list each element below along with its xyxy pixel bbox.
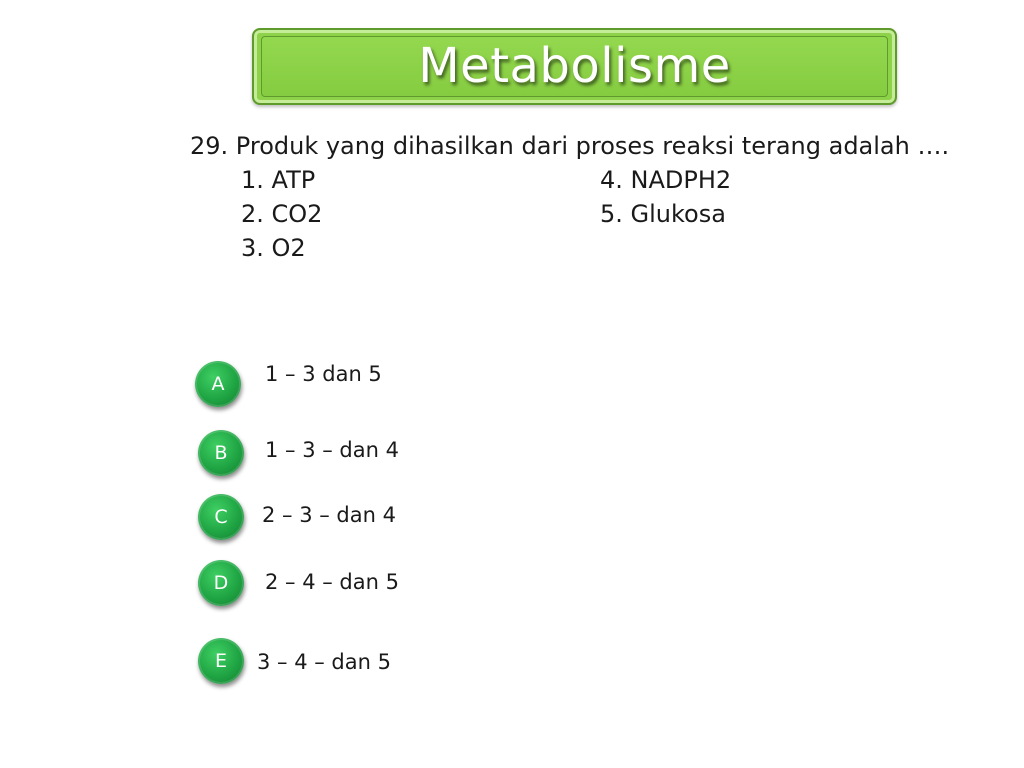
answer-e-text[interactable]: 3 – 4 – dan 5 xyxy=(257,650,391,674)
answer-e-button[interactable]: E xyxy=(198,638,244,684)
answer-c-button[interactable]: C xyxy=(198,494,244,540)
title-banner xyxy=(252,28,897,105)
slide-title: Metabolisme xyxy=(418,38,731,94)
answer-a-button[interactable]: A xyxy=(195,361,241,407)
option-item-2: 2. CO2 xyxy=(241,200,323,228)
option-item-4: 4. NADPH2 xyxy=(600,166,732,194)
answer-b-text[interactable]: 1 – 3 – dan 4 xyxy=(265,438,399,462)
answer-c-text[interactable]: 2 – 3 – dan 4 xyxy=(262,503,396,527)
option-item-5: 5. Glukosa xyxy=(600,200,726,228)
answer-b-button[interactable]: B xyxy=(198,430,244,476)
answer-d-button[interactable]: D xyxy=(198,560,244,606)
question-text: 29. Produk yang dihasilkan dari proses reaksi terang adalah …. xyxy=(190,132,950,160)
option-item-1: 1. ATP xyxy=(241,166,316,194)
answer-d-text[interactable]: 2 – 4 – dan 5 xyxy=(265,570,399,594)
option-item-3: 3. O2 xyxy=(241,234,306,262)
answer-a-text[interactable]: 1 – 3 dan 5 xyxy=(265,362,382,386)
